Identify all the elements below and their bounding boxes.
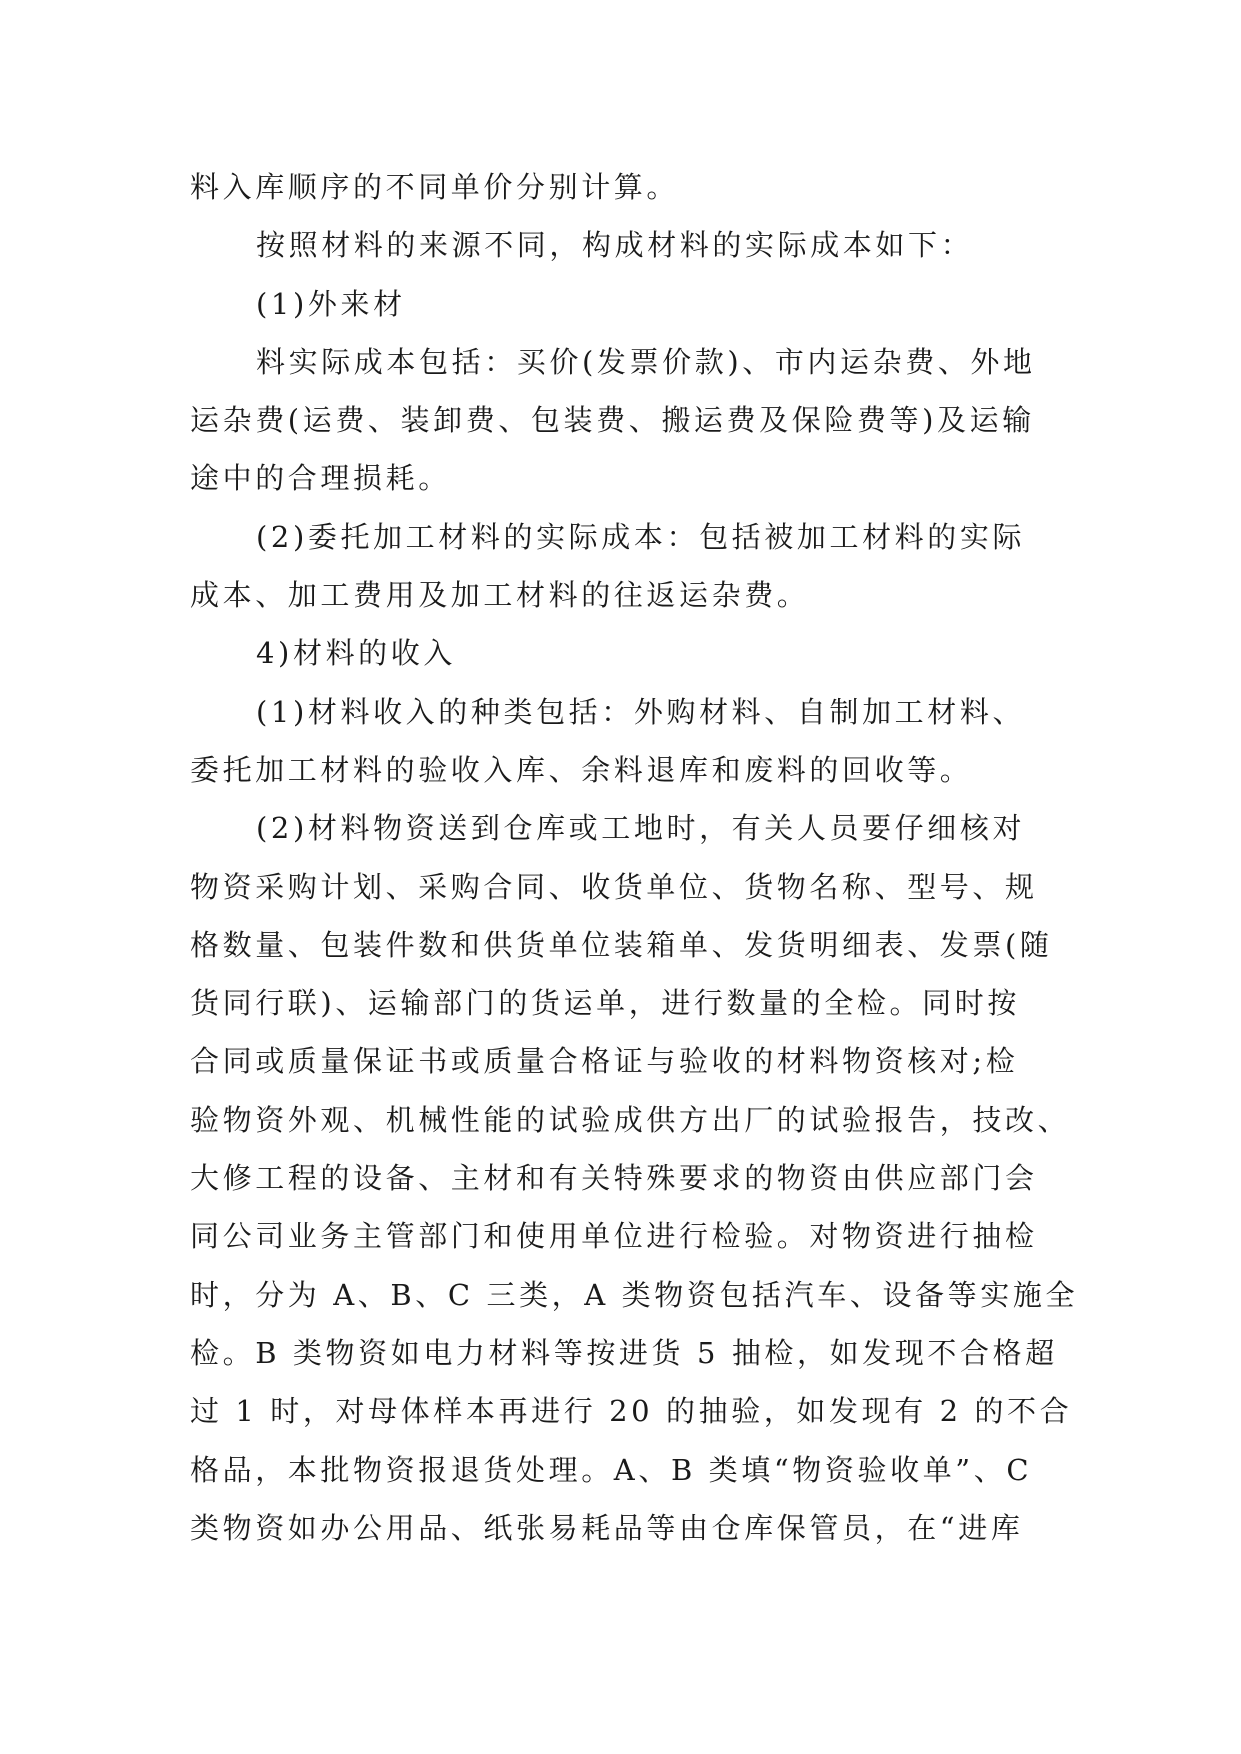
text-line: 同公司业务主管部门和使用单位进行检验。对物资进行抽检	[190, 1219, 1038, 1254]
text-line: 货同行联)、运输部门的货运单，进行数量的全检。同时按	[190, 986, 1020, 1021]
text-line: (1)外来材	[256, 286, 406, 321]
text-line: 按照材料的来源不同，构成材料的实际成本如下：	[256, 228, 974, 263]
text-line: 料实际成本包括：买价(发票价款)、市内运杂费、外地	[256, 344, 1036, 379]
text-line: 4)材料的收入	[256, 636, 456, 671]
text-line: (2)委托加工材料的实际成本：包括被加工材料的实际	[256, 519, 1026, 554]
text-line: (1)材料收入的种类包括：外购材料、自制加工材料、	[256, 694, 1026, 729]
text-line: 格数量、包装件数和供货单位装箱单、发货明细表、发票(随	[190, 927, 1053, 962]
text-line: 运杂费(运费、装卸费、包装费、搬运费及保险费等)及运输	[190, 403, 1035, 438]
text-line: 合同或质量保证书或质量合格证与验收的材料物资核对;检	[190, 1044, 1019, 1079]
document-body	[190, 158, 1079, 1557]
text-line: 料入库顺序的不同单价分别计算。	[190, 170, 680, 204]
text-line: (2)材料物资送到仓库或工地时，有关人员要仔细核对	[256, 811, 1026, 846]
text-line: 格品，本批物资报退货处理。A、B 类填“物资验收单”、C	[190, 1452, 1033, 1487]
text-line: 类物资如办公用品、纸张易耗品等由仓库保管员，在“进库	[190, 1510, 1024, 1545]
text-line: 物资采购计划、采购合同、收货单位、货物名称、型号、规	[190, 869, 1038, 904]
text-line: 委托加工材料的验收入库、余料退库和废料的回收等。	[190, 752, 973, 787]
text-line: 验物资外观、机械性能的试验成供方出厂的试验报告，技改、	[190, 1102, 1071, 1137]
text-line: 途中的合理损耗。	[190, 461, 451, 496]
text-line: 大修工程的设备、主材和有关特殊要求的物资由供应部门会	[190, 1161, 1038, 1196]
text-line: 检。B 类物资如电力材料等按进货 5 抽检，如发现不合格超	[190, 1335, 1058, 1370]
text-line: 成本、加工费用及加工材料的往返运杂费。	[190, 578, 810, 613]
text-line: 时，分为 A、B、C 三类，A 类物资包括汽车、设备等实施全	[190, 1277, 1079, 1312]
text-line: 过 1 时，对母体样本再进行 20 的抽验，如发现有 2 的不合	[190, 1394, 1073, 1429]
